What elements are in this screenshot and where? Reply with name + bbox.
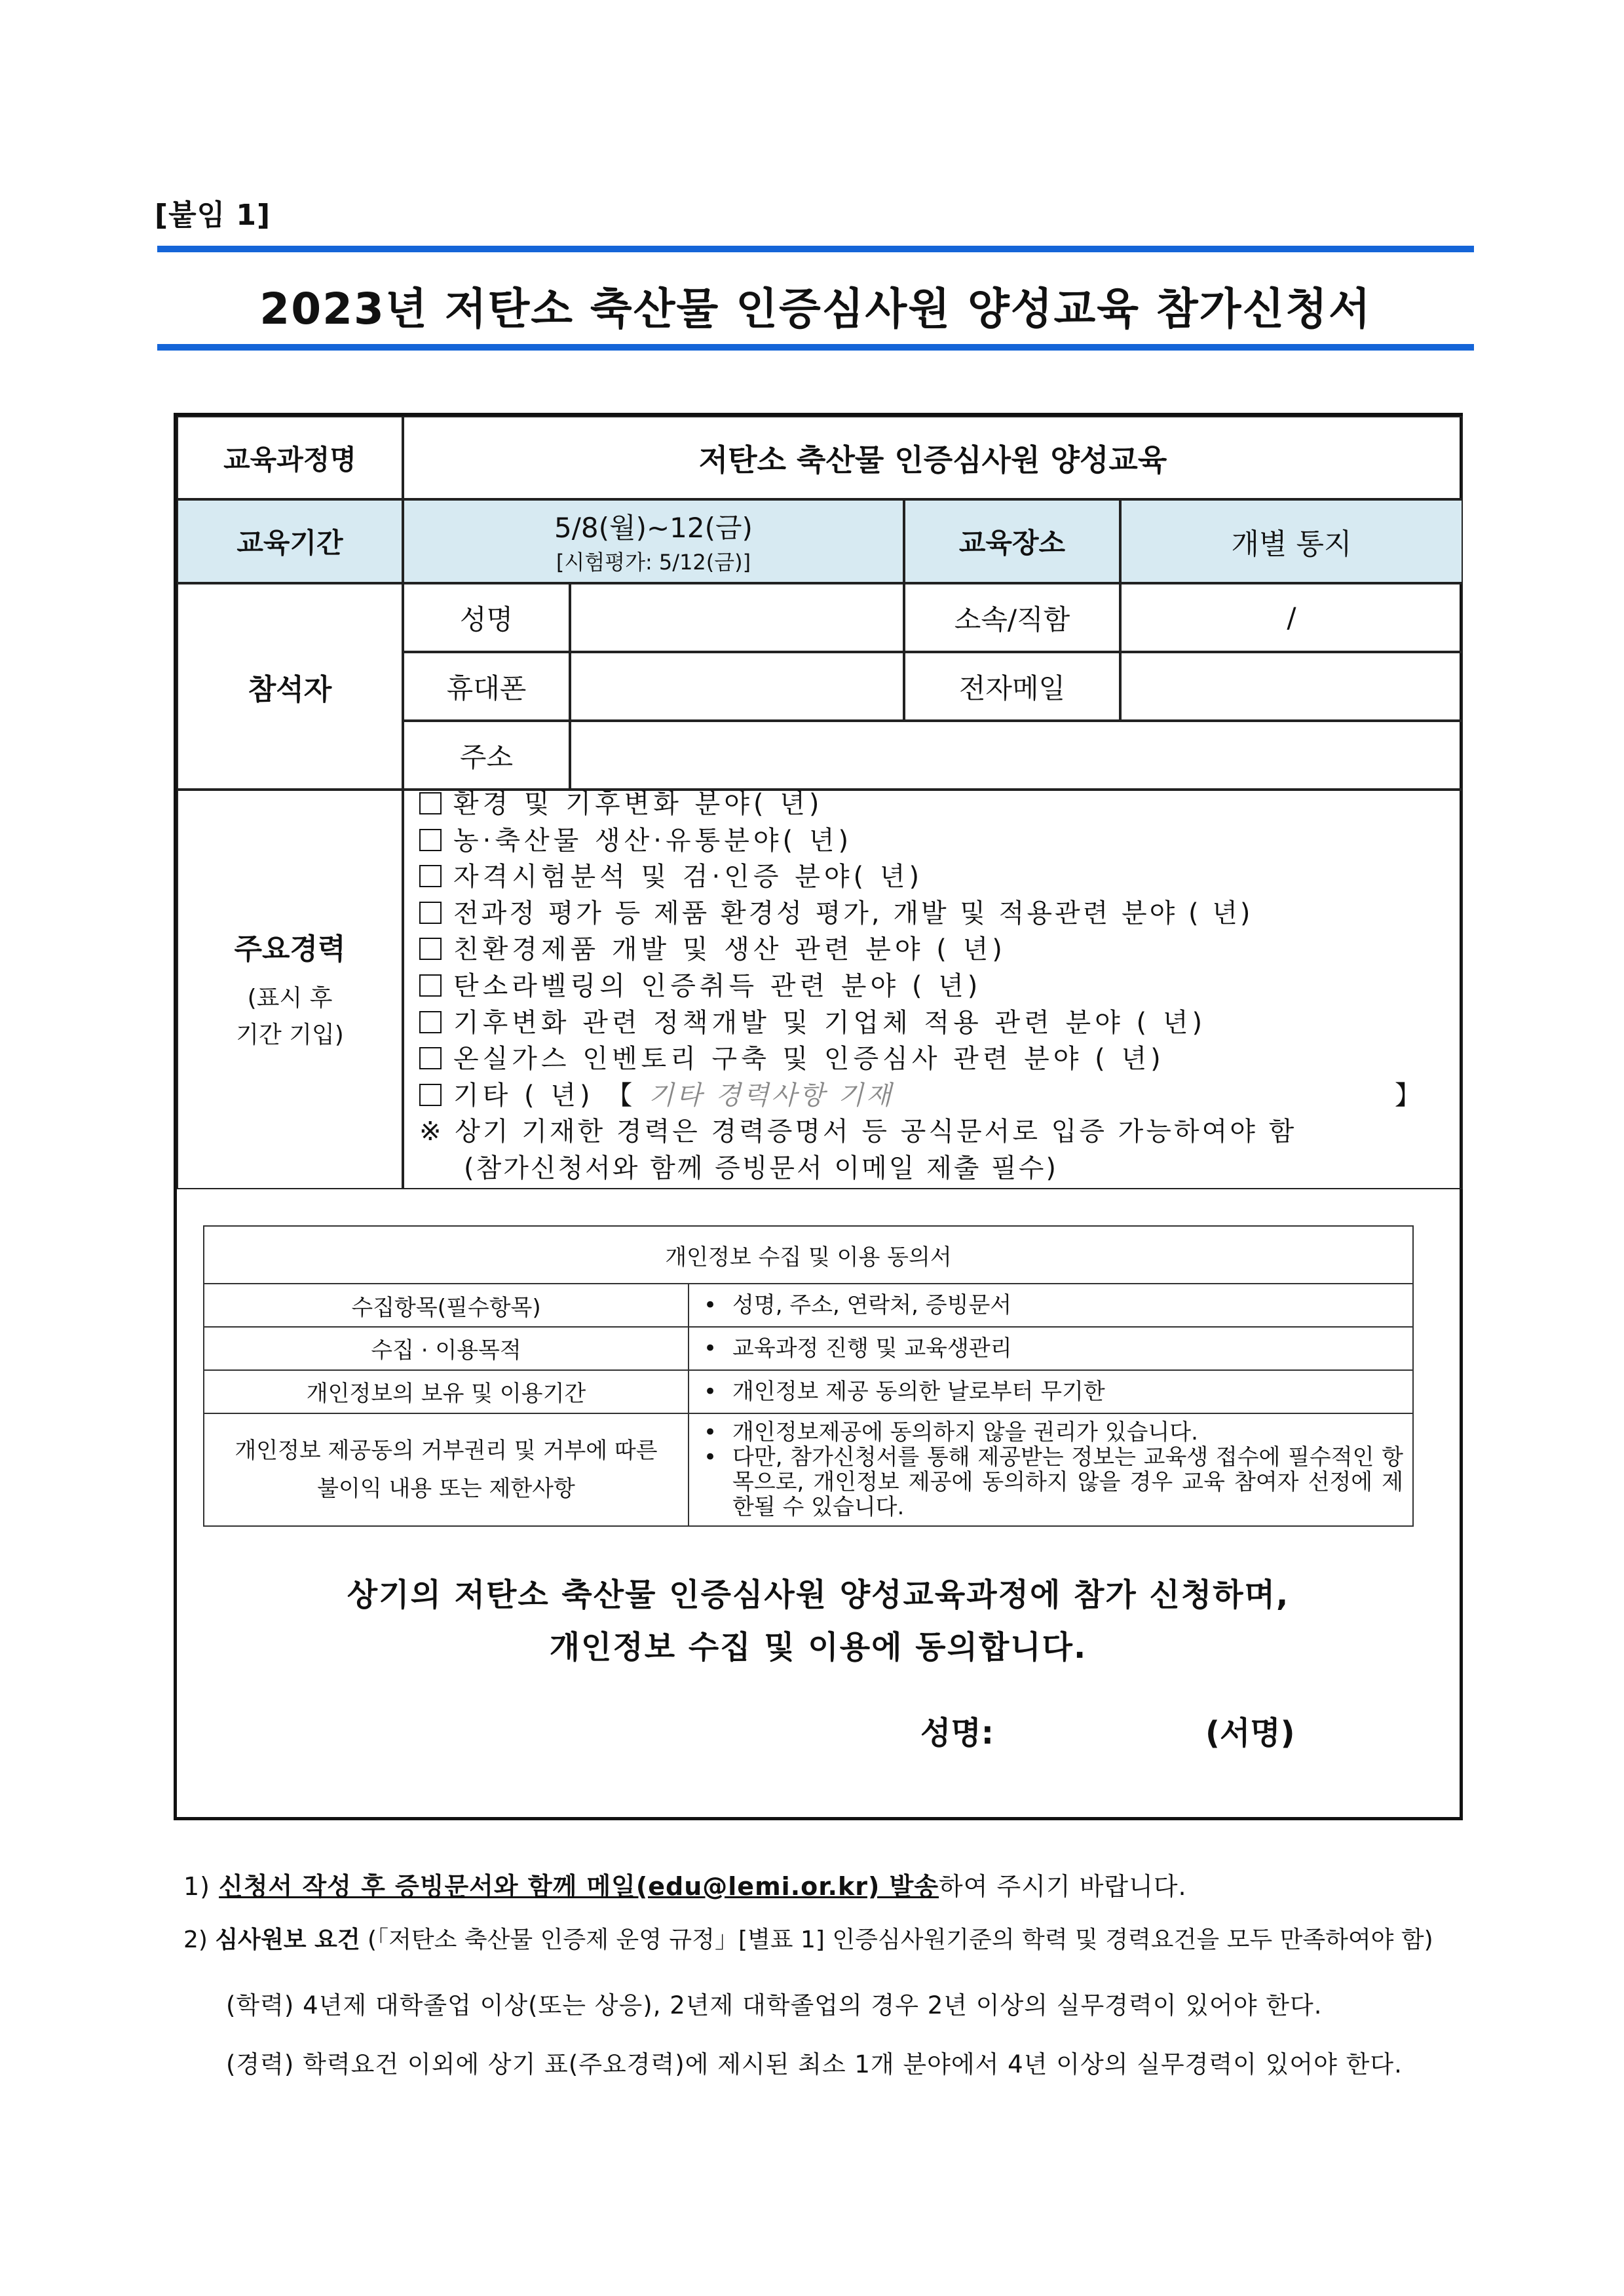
checkbox-icon[interactable] xyxy=(419,1084,442,1106)
privacy-row-value: • 개인정보 제공 동의한 날로부터 무기한 xyxy=(689,1370,1413,1413)
checkbox-icon[interactable] xyxy=(419,829,442,851)
career-notice: ※ 상기 기재한 경력은 경력증명서 등 공식문서로 입증 가능하여야 함 xyxy=(419,1117,1297,1147)
career-item-other: 기타 ( 년) 【 기타 경력사항 기재 】 xyxy=(419,1078,1451,1115)
checkbox-icon[interactable] xyxy=(419,865,442,887)
note-1: 1) 신청서 작성 후 증빙문서와 함께 메일(edu@lemi.or.kr) 발송하여 주시기 바랍니다. xyxy=(183,1872,1187,1901)
privacy-row-value: • 개인정보제공에 동의하지 않을 권리가 있습니다. • 다만, 참가신청서를 통해 제공받는 정보는 교육생 접수에 필수적인 항목으로, 개인정보 제공에 동의하지 않을 경우 교육 참여자 선정에 제한될 수 있습니다. xyxy=(689,1413,1413,1526)
career-label-cell xyxy=(177,790,403,1189)
period-value: 5/8(월)~12(금) xyxy=(554,512,753,544)
course-value: 저탄소 축산물 인증심사원 양성교육 xyxy=(403,416,1463,499)
title-rule-bottom xyxy=(157,344,1474,351)
course-label: 교육과정명 xyxy=(177,416,403,499)
address-field[interactable] xyxy=(570,721,1463,790)
name-field[interactable] xyxy=(570,583,904,652)
place-label: 교육장소 xyxy=(904,499,1120,583)
privacy-header: 개인정보 수집 및 이용 동의서 xyxy=(204,1226,1413,1284)
checkbox-icon[interactable] xyxy=(419,1011,442,1033)
attendee-label: 참석자 xyxy=(177,583,403,790)
privacy-row-label: 수집 · 이용목적 xyxy=(204,1327,689,1370)
period-label: 교육기간 xyxy=(177,499,403,583)
checkbox-icon[interactable] xyxy=(419,938,442,960)
period-value-cell xyxy=(403,499,904,583)
consent-statement-2: 개인정보 수집 및 이용에 동의합니다. xyxy=(549,1629,1087,1666)
career-item: 탄소라벨링의 인증취득 관련 분야 ( 년) xyxy=(419,968,1451,1005)
career-checklist xyxy=(419,786,1451,1187)
note-1-emphasis: 신청서 작성 후 증빙문서와 함께 메일(edu@lemi.or.kr) 발송 xyxy=(219,1872,939,1901)
checkbox-icon[interactable] xyxy=(419,1047,442,1069)
checkbox-icon[interactable] xyxy=(419,974,442,997)
other-career-input[interactable]: 기타 경력사항 기재 xyxy=(649,1080,894,1111)
page-title: 2023년 저탄소 축산물 인증심사원 양성교육 참가신청서 xyxy=(259,284,1372,334)
phone-field[interactable] xyxy=(570,652,904,721)
email-field[interactable] xyxy=(1120,652,1463,721)
phone-label: 휴대폰 xyxy=(403,652,570,721)
career-item: 온실가스 인벤토리 구축 및 인증심사 관련 분야 ( 년) xyxy=(419,1041,1451,1078)
career-item: 환경 및 기후변화 분야( 년) xyxy=(419,786,1451,823)
career-sub-2: 기간 기입) xyxy=(236,1022,344,1048)
career-item: 친환경제품 개발 및 생산 관련 분야 ( 년) xyxy=(419,932,1451,968)
note-2: 2) 심사원보 요건 (「저탄소 축산물 인증제 운영 규정」[별표 1] 인증심사원기준의 학력 및 경력요건을 모두 만족하여야 함) xyxy=(183,1926,1433,1953)
affiliation-field[interactable]: / xyxy=(1120,583,1463,652)
note-3: (학력) 4년제 대학졸업 이상(또는 상응), 2년제 대학졸업의 경우 2년 이상의 실무경력이 있어야 한다. xyxy=(226,1991,1323,2019)
privacy-row-label: 수집항목(필수항목) xyxy=(204,1284,689,1327)
place-value: 개별 통지 xyxy=(1120,499,1463,583)
address-label: 주소 xyxy=(403,721,570,790)
attachment-label: [붙임 1] xyxy=(155,199,271,232)
email-label: 전자메일 xyxy=(904,652,1120,721)
signature-label: 성명: xyxy=(920,1715,994,1751)
affiliation-label: 소속/직함 xyxy=(904,583,1120,652)
period-exam: [시험평가: 5/12(금)] xyxy=(556,550,751,575)
career-item: 농·축산물 생산·유통분야( 년) xyxy=(419,823,1451,860)
privacy-row-label: 개인정보의 보유 및 이용기간 xyxy=(204,1370,689,1413)
privacy-consent-table xyxy=(203,1225,1414,1527)
career-item: 자격시험분석 및 검·인증 분야( 년) xyxy=(419,859,1451,896)
checkbox-icon[interactable] xyxy=(419,792,442,814)
consent-statement-1: 상기의 저탄소 축산물 인증심사원 양성교육과정에 참가 신청하며, xyxy=(347,1577,1290,1613)
signature-mark[interactable]: (서명) xyxy=(1205,1715,1295,1751)
privacy-row-value: • 교육과정 진행 및 교육생관리 xyxy=(689,1327,1413,1370)
career-sub-1: (표시 후 xyxy=(247,985,333,1012)
note-4: (경력) 학력요건 이외에 상기 표(주요경력)에 제시된 최소 1개 분야에서 4년 이상의 실무경력이 있어야 한다. xyxy=(226,2050,1403,2078)
privacy-row-label: 개인정보 제공동의 거부권리 및 거부에 따른 불이익 내용 또는 제한사항 xyxy=(204,1413,689,1526)
career-item: 전과정 평가 등 제품 환경성 평가, 개발 및 적용관련 분야 ( 년) xyxy=(419,896,1451,932)
note-2-emphasis: 심사원보 요건 xyxy=(215,1926,360,1953)
name-label: 성명 xyxy=(403,583,570,652)
career-label: 주요경력 xyxy=(234,932,346,966)
title-rule-top xyxy=(157,246,1474,252)
career-notice-2: (참가신청서와 함께 증빙문서 이메일 제출 필수) xyxy=(464,1153,1058,1183)
privacy-row-value: • 성명, 주소, 연락처, 증빙문서 xyxy=(689,1284,1413,1327)
career-item: 기후변화 관련 정책개발 및 기업체 적용 관련 분야 ( 년) xyxy=(419,1005,1451,1042)
checkbox-icon[interactable] xyxy=(419,902,442,924)
